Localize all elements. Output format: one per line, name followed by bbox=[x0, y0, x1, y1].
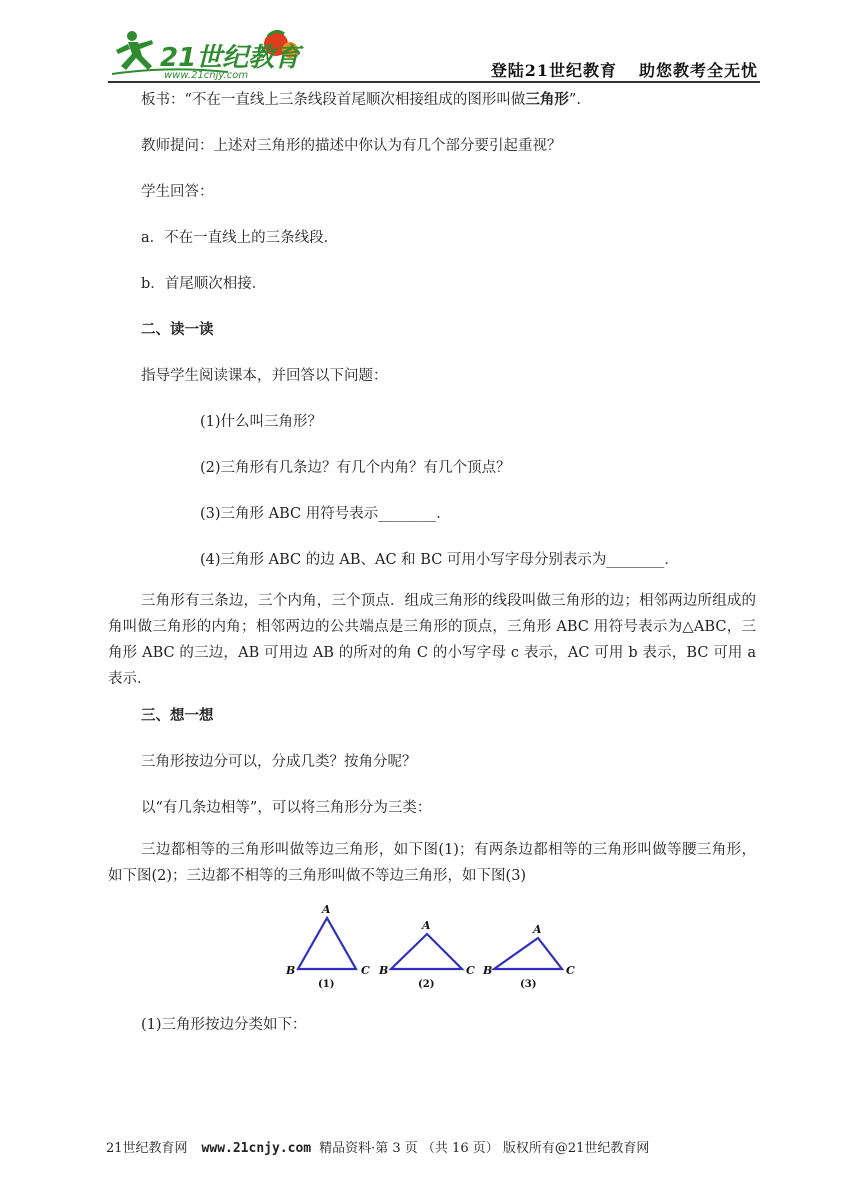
reading-instruction: 指导学生阅读课本，并回答以下问题： bbox=[141, 368, 388, 384]
question-3: (3)三角形 ABC 用符号表示________． bbox=[200, 506, 451, 522]
page-footer bbox=[106, 1137, 649, 1156]
board-note-post: ”. bbox=[568, 92, 581, 108]
board-note bbox=[141, 91, 581, 109]
student-answer-label: 学生回答： bbox=[141, 184, 214, 200]
caption-2: (2) bbox=[418, 979, 435, 990]
scalene-triangle bbox=[494, 938, 562, 969]
label-b-1: B bbox=[286, 964, 296, 977]
site-logo bbox=[108, 26, 308, 80]
teacher-question: 教师提问：上述对三角形的描述中你认为有几个部分要引起重视？ bbox=[141, 138, 562, 154]
label-c-1: C bbox=[361, 964, 370, 977]
label-a-3: A bbox=[533, 923, 542, 936]
section-heading-read: 二、读一读 bbox=[141, 322, 214, 338]
triangle-figure bbox=[286, 900, 582, 992]
board-note-pre: 板书：“不在一直线上三条线段首尾顺次相接组成的图形叫做 bbox=[141, 92, 526, 108]
page-header bbox=[108, 26, 760, 84]
label-a-1: A bbox=[322, 903, 331, 916]
logo-url: www.21cnjy.com bbox=[164, 70, 249, 80]
equilateral-triangle bbox=[298, 918, 356, 969]
isosceles-triangle bbox=[391, 934, 462, 969]
classification-intro: 以“有几条边相等”，可以将三角形分为三类： bbox=[141, 800, 432, 816]
header-rule bbox=[108, 81, 760, 83]
triangle-definition-paragraph: 三角形有三条边，三个内角，三个顶点．组成三角形的线段叫做三角形的边；相邻两边所组成的角叫做三角形的内角；相邻两边的公共端点是三角形的顶点，三角形 ABC 用符号表示为△ABC，三角形 ABC 的三边，AB 可用边 AB 的所对的角 C 的小写字母 c 表示，AC 可用 b 表示，BC 可用 a 表示． bbox=[108, 593, 756, 687]
classification-question: 三角形按边分可以，分成几类？按角分呢？ bbox=[141, 754, 417, 770]
label-c-3: C bbox=[566, 964, 575, 977]
label-b-2: B bbox=[379, 964, 389, 977]
question-2: (2)三角形有几条边？有几个内角？有几个顶点？ bbox=[200, 460, 511, 476]
triangle-types-paragraph: 三边都相等的三角形叫做等边三角形，如下图(1)；有两条边都相等的三角形叫做等腰三角形，如下图(2)；三边都不相等的三角形叫做不等边三角形，如下图(3) bbox=[108, 842, 756, 884]
classification-by-side-label: (1)三角形按边分类如下： bbox=[141, 1017, 307, 1033]
footer-site: 21世纪教育网 bbox=[106, 1141, 188, 1156]
slogan-right: 助您教考全无忧 bbox=[638, 61, 758, 80]
footer-info: 精品资料·第 3 页 （共 16 页） 版权所有@21世纪教育网 bbox=[319, 1141, 650, 1156]
answer-a: a．不在一直线上的三条线段． bbox=[141, 230, 339, 246]
header-slogan bbox=[491, 58, 758, 81]
caption-1: (1) bbox=[318, 979, 335, 990]
caption-3: (3) bbox=[520, 979, 537, 990]
board-note-term: 三角形 bbox=[525, 92, 569, 108]
question-1: (1)什么叫三角形？ bbox=[200, 414, 323, 430]
footer-url[interactable]: www.21cnjy.com bbox=[201, 1141, 312, 1156]
logo-text: 21世纪教育 bbox=[160, 43, 301, 73]
label-a-2: A bbox=[422, 919, 431, 932]
label-c-2: C bbox=[466, 964, 475, 977]
label-b-3: B bbox=[483, 964, 493, 977]
slogan-left: 登陆21世纪教育 bbox=[490, 61, 617, 80]
section-heading-think: 三、想一想 bbox=[141, 708, 214, 724]
question-4: (4)三角形 ABC 的边 AB、AC 和 BC 可用小写字母分别表示为________． bbox=[200, 552, 679, 568]
answer-b: b．首尾顺次相接． bbox=[141, 276, 267, 292]
